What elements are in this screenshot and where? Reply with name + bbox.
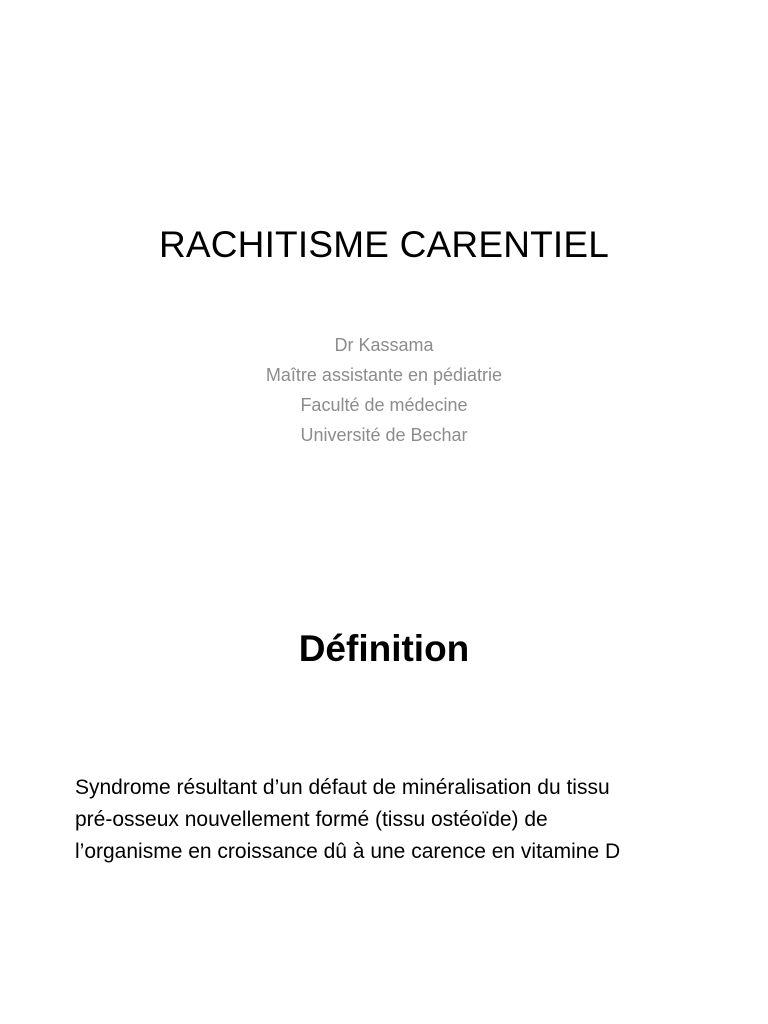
author-university: Université de Bechar xyxy=(300,425,468,445)
author-name: Dr Kassama xyxy=(334,335,434,355)
author-info xyxy=(0,330,768,450)
author-position: Maître assistante en pédiatrie xyxy=(265,365,503,385)
section-heading: Définition xyxy=(298,628,470,669)
definition-line: l’organisme en croissance dû à une carence en vitamine D xyxy=(75,840,621,863)
definition-line: pré-osseux nouvellement formé (tissu ostéoïde) de xyxy=(75,808,548,831)
definition-line: Syndrome résultant d’un défaut de minéralisation du tissu xyxy=(75,776,610,799)
slide-title: RACHITISME CARENTIEL xyxy=(158,224,610,265)
definition-paragraph xyxy=(75,772,715,868)
author-faculty: Faculté de médecine xyxy=(300,395,468,415)
